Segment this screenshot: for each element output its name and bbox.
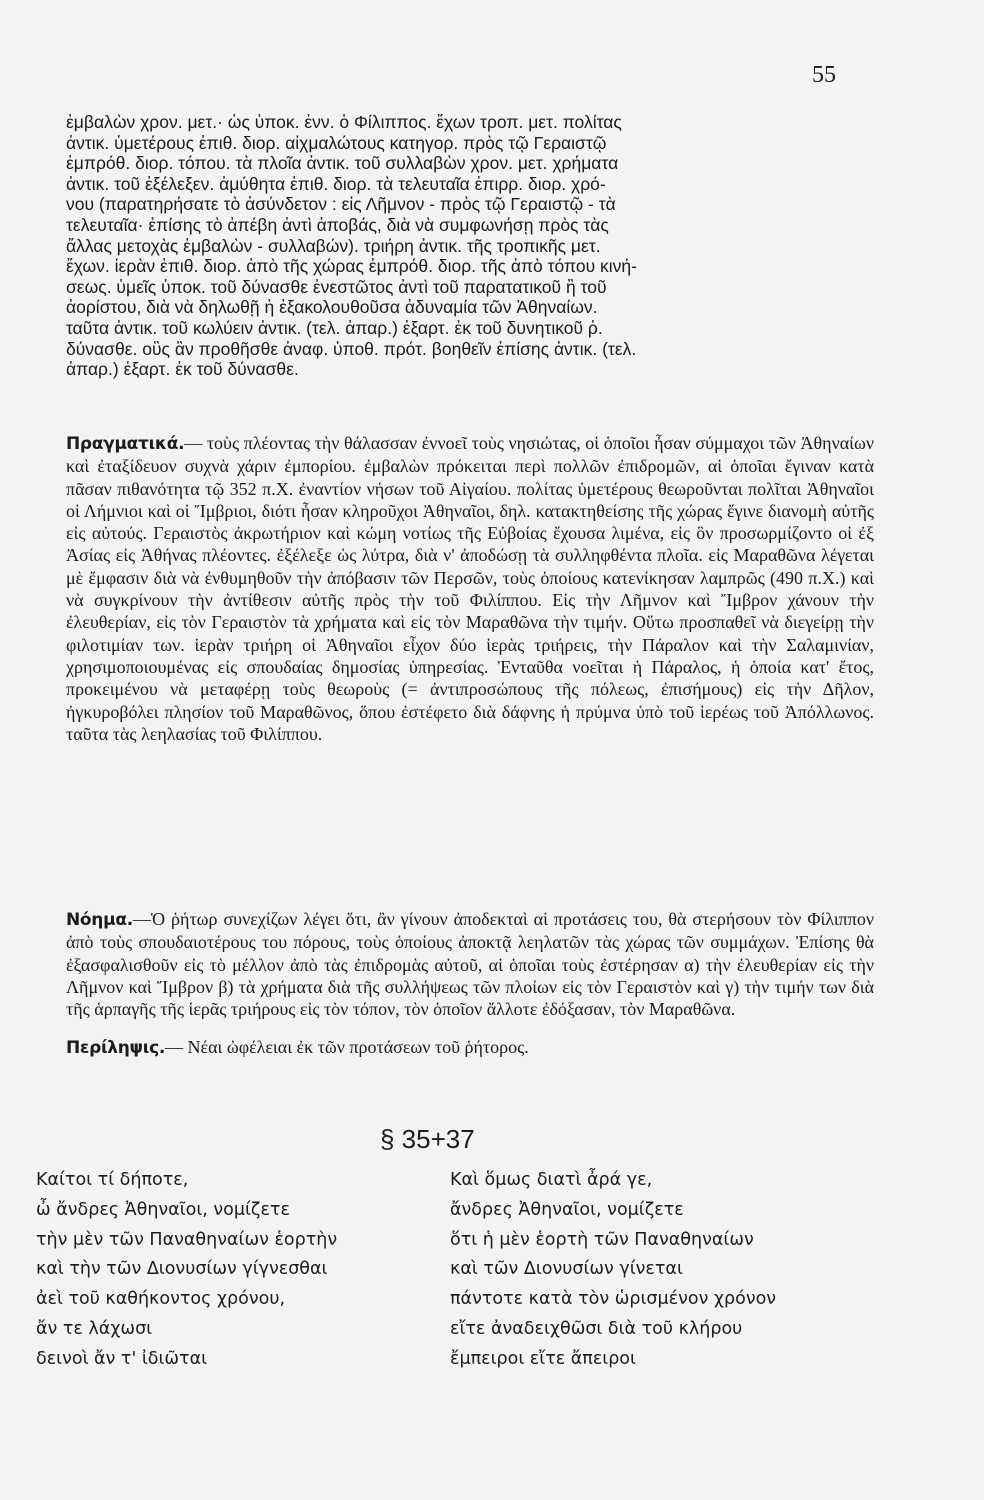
section-mark: § 35+37	[380, 1124, 475, 1154]
ancient-line: Καίτοι τί δήποτε,	[36, 1170, 189, 1190]
meaning-text: —Ὁ ῥήτωρ συνεχίζων λέγει ὅτι, ἂν γίνουν ἀποδεκταὶ αἱ προτάσεις του, θὰ στερήσουν τὸν Φίλιππον ἀπὸ τοὺς σπουδαιοτέρους του πόρους, τοὺς ὁποίους ἀποκτᾷ λεηλατῶν τὰς χώρας τῶν συμμάχων. Ἐπίσης θὰ ἐξασφαλισθοῦν εἰς τὸ μέλλον ἀπὸ τὰς ἐπιδρομὰς αὐτοῦ, αἱ ὁποῖαι τοὺς ἐστέρησαν α) τὴν ἐλευθερίαν εἰς τὴν Λῆμνον καὶ Ἴμβρον β) τὰ χρήματα διὰ τῆς συλλήψεως τῶν πλοίων εἰς τὸν Γεραιστὸν καὶ γ) τὴν τιμήν των διὰ τῆς ἁρπαγῆς τῆς ἱερᾶς τριήρους εἰς τὸν τόπον, τὸν ὁποῖον ἄλλοτε ἐδόξασαν, τὸν Μαραθῶνα.	[66, 909, 874, 1020]
translation-column	[450, 1166, 776, 1375]
note-line: τελευταῖα· ἐπίσης τὸ ἀπέβη ἀντὶ ἀποβάς, διὰ νὰ συμφωνήσῃ πρὸς τὰς	[66, 214, 609, 235]
section-summary	[66, 1036, 874, 1059]
note-line: ἄλλας μετοχὰς ἐμβαλὼν - συλλαβών). τριήρη ἀντικ. τῆς τροπικῆς μετ.	[66, 235, 601, 256]
note-line: σεως. ὑμεῖς ὑποκ. τοῦ δύνασθε ἐνεστῶτος ἀντὶ τοῦ παρατατικοῦ ἢ τοῦ	[66, 276, 607, 297]
note-line: ἀπαρ.) ἐξαρτ. ἐκ τοῦ δύνασθε.	[66, 359, 299, 380]
real-facts-text: — τοὺς πλέοντας τὴν θάλασσαν ἐννοεῖ τοὺς νησιώτας, οἱ ὁποῖοι ἦσαν σύμμαχοι τῶν Ἀθηναίων καὶ ἐταξίδευον συχνὰ χάριν ἐμπορίου. ἐμβαλὼν πρόκειται περὶ πολλῶν ἐπιδρομῶν, αἱ ὁποῖαι ἔγιναν κατὰ πᾶσαν πιθανότητα τῷ 352 π.Χ. ἐναντίον νήσων τοῦ Αἰγαίου. πολίτας ὑμετέρους θεωροῦνται πολῖται Ἀθηναῖοι οἱ Λήμνιοι καὶ οἱ Ἴμβριοι, διότι ἦσαν κληροῦχοι Ἀθηναῖοι, δηλ. κατακτηθείσης τῆς χώρας ἔγινε διανομὴ αὐτῆς εἰς αὐτούς. Γεραιστὸς ἀκρωτήριον καὶ κώμη νοτίως τῆς Εὐβοίας ἔχουσα λιμένα, εἰς ὃν προσωρμίζοντο οἱ ἐξ Ἀσίας εἰς Ἀθήνας πλέοντες. ἐξέλεξε ὡς λύτρα, διὰ ν' ἀποδώσῃ τὰ συλληφθέντα πλοῖα. εἰς Μαραθῶνα λέγεται μὲ ἔμφασιν διὰ νὰ ἐνθυμηθοῦν τὴν ἀπόβασιν τῶν Περσῶν, τοὺς ὁποίους κατενίκησαν λαμπρῶς (490 π.Χ.) καὶ νὰ συγκρίνουν τὴν ἀντίθεσιν αὐτῆς πρὸς τὴν τοῦ Φιλίππου. Εἰς τὴν Λῆμνον καὶ Ἴμβρον χάνουν τὴν ἐλευθερίαν, εἰς τὸν Γεραιστὸν τὰ χρήματα καὶ εἰς τὸν Μαραθῶνα τὴν τιμήν. Οὕτω προσπαθεῖ νὰ διεγείρῃ τὴν φιλοτιμίαν των. ἱερὰν τριήρη οἱ Ἀθηναῖοι εἶχον δύο ἱερὰς τριήρεις, τὴν Πάραλον καὶ τὴν Σαλαμινίαν, χρησιμοποιουμένας εἰς σπουδαίας δημοσίας ὑπηρεσίας. Ἐνταῦθα νοεῖται ἡ Πάραλος, ἡ ὁποία κατ' ἔτος, προκειμένου νὰ μεταφέρῃ τοὺς θεωροὺς (= ἀντιπροσώπους τῆς πόλεως, ἐπισήμους) εἰς τὴν Δῆλον, ἠγκυροβόλει πλησίον τοῦ Μαραθῶνος, ὅπου ἐστέφετο διὰ δάφνης ἡ πρύμνα ὑπὸ τοῦ ἱερέως τοῦ Ἀπόλλωνος. ταῦτα τὰς λεηλασίας τοῦ Φιλίππου.	[66, 433, 874, 744]
translation-line: Καὶ ὅμως διατὶ ἆρά γε,	[450, 1170, 653, 1190]
page-number: 55	[812, 62, 836, 88]
note-line: ἀντικ. ὑμετέρους ἐπιθ. διορ. αἰχμαλώτους κατηγορ. πρὸς τῷ Γεραιστῷ	[66, 132, 607, 153]
summary-heading: Περίληψις.	[66, 1038, 166, 1058]
note-line: νου (παρατηρήσατε τὸ ἀσύνδετον : εἰς Λῆμνον - πρὸς τῷ Γεραιστῷ - τὰ	[66, 194, 616, 215]
real-facts-paragraph	[66, 432, 874, 745]
translation-line: πάντοτε κατὰ τὸν ὡρισμένον χρόνον	[450, 1289, 777, 1310]
translation-line: ὅτι ἡ μὲν ἑορτὴ τῶν Παναθηναίων	[450, 1229, 754, 1250]
note-line: ἐμπρόθ. διορ. τόπου. τὰ πλοῖα ἀντικ. τοῦ συλλαβὼν χρον. μετ. χρήματα	[66, 153, 619, 174]
note-line: ταῦτα ἀντικ. τοῦ κωλύειν ἀντικ. (τελ. ἀπαρ.) ἐξαρτ. ἐκ τοῦ δυνητικοῦ ῥ.	[66, 317, 603, 338]
ancient-line: δεινοὶ ἄν τ' ἰδιῶται	[36, 1348, 208, 1369]
ancient-line: καὶ τὴν τῶν Διονυσίων γίγνεσθαι	[36, 1259, 328, 1280]
translation-line: καὶ τῶν Διονυσίων γίνεται	[450, 1259, 683, 1280]
section-meaning	[66, 908, 874, 1020]
grammar-notes	[66, 112, 874, 380]
ancient-text-column	[36, 1166, 337, 1375]
real-facts-heading: Πραγματικά.	[66, 434, 185, 454]
ancient-line: ἄν τε λάχωσι	[36, 1318, 153, 1339]
note-line: δύνασθε. οὓς ἂν προθῆσθε ἀναφ. ὑποθ. πρότ. βοηθεῖν ἐπίσης ἀντικ. (τελ.	[66, 338, 637, 359]
ancient-line: ἀεὶ τοῦ καθήκοντος χρόνου,	[36, 1289, 286, 1310]
meaning-paragraph	[66, 908, 874, 1020]
summary-text: — Νέαι ὠφέλειαι ἐκ τῶν προτάσεων τοῦ ῥήτορος.	[165, 1037, 529, 1057]
note-line: ἔχων. ἱερὰν ἐπιθ. διορ. ἀπὸ τῆς χώρας ἐμπρόθ. διορ. τῆς ἀπὸ τόπου κινή-	[66, 256, 637, 277]
note-line: ἐμβαλὼν χρον. μετ.· ὡς ὑποκ. ἐνν. ὁ Φίλιππος. ἔχων τροπ. μετ. πολίτας	[66, 112, 622, 132]
meaning-heading: Νόημα.	[66, 910, 133, 930]
translation-line: ἄνδρες Ἀθηναῖοι, νομίζετε	[450, 1199, 684, 1220]
translation-line: εἴτε ἀναδειχθῶσι διὰ τοῦ κλήρου	[450, 1318, 743, 1339]
note-line: ἀντικ. τοῦ ἐξέλεξεν. ἀμύθητα ἐπιθ. διορ. τὰ τελευταῖα ἐπιρρ. διορ. χρό-	[66, 173, 606, 194]
note-line: ἀορίστου, διὰ νὰ δηλωθῇ ἡ ἐξακολουθοῦσα ἀδυναμία τῶν Ἀθηναίων.	[66, 297, 598, 318]
ancient-line: τὴν μὲν τῶν Παναθηναίων ἑορτὴν	[36, 1229, 338, 1250]
summary-paragraph	[66, 1036, 874, 1059]
section-real-facts	[66, 432, 874, 745]
ancient-line: ὦ ἄνδρες Ἀθηναῖοι, νομίζετε	[36, 1199, 290, 1220]
translation-line: ἔμπειροι εἴτε ἄπειροι	[450, 1348, 636, 1369]
